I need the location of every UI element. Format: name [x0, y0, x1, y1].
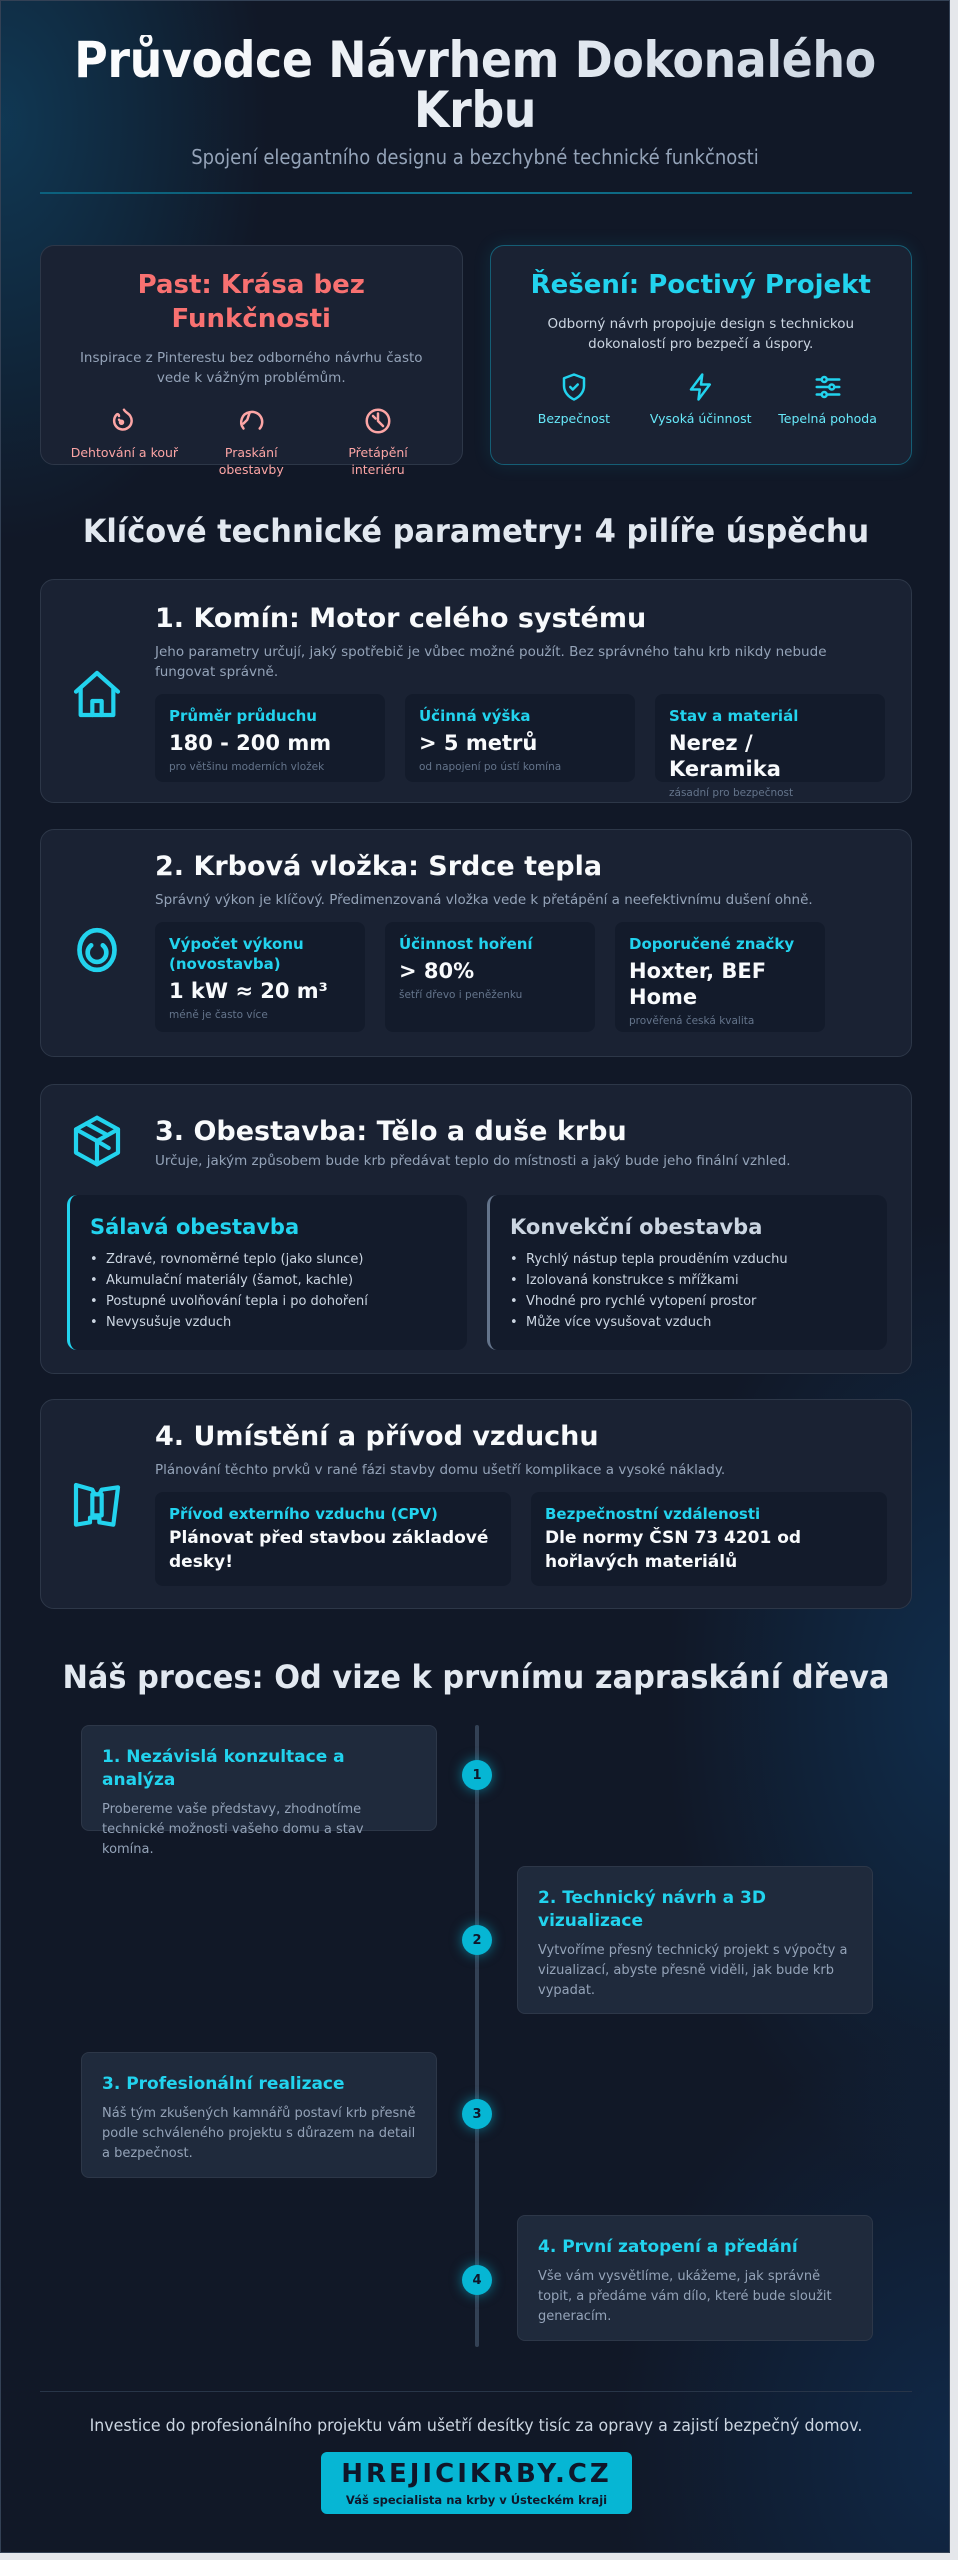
bullet: • Může více vysušovat vzduch	[510, 1312, 867, 1333]
footer-divider	[40, 2391, 912, 2392]
stat-card	[615, 922, 825, 1032]
solution-item	[773, 372, 883, 427]
pillar-desc: Určuje, jakým způsobem bude krb předávat teplo do místnosti a jaký bude jeho finální vzhled.	[155, 1153, 791, 1169]
step-marker: 3	[462, 2099, 492, 2129]
bullet: • Nevysušuje vzduch	[90, 1312, 447, 1333]
pillar-desc: Jeho parametry určují, jaký spotřebič je vůbec možné použít. Bez správného tahu krb nikdy nebude fungovat správně.	[155, 644, 827, 680]
solution-item	[646, 372, 756, 427]
solution-item	[519, 372, 629, 427]
footer-text: Investice do profesionálního projektu vám ušetří desítky tisíc za opravy a zajistí bezpečný domov.	[89, 2416, 863, 2436]
step-title: 4. První zatopení a předání	[538, 2237, 798, 2257]
pillar-title: 3. Obestavba: Tělo a duše krbu	[155, 1116, 627, 1147]
pillar-title: 4. Umístění a přívod vzduchu	[155, 1421, 599, 1452]
pillar-title: 2. Krbová vložka: Srdce tepla	[155, 851, 603, 882]
pillar-chimney	[40, 579, 912, 803]
process-step	[81, 1725, 437, 1857]
header	[1, 1, 949, 169]
type-title: Sálavá obestavba	[90, 1215, 300, 1239]
problem-card	[40, 245, 463, 477]
solution-card	[490, 245, 913, 465]
stat-value: > 5 metrů	[419, 731, 538, 755]
pillar-placement	[40, 1399, 912, 1609]
step-title: 2. Technický návrh a 3D vizualizace	[538, 1888, 766, 1931]
problem-item	[196, 406, 306, 478]
type-title: Konvekční obestavba	[510, 1215, 763, 1239]
stat-card	[155, 1492, 511, 1586]
problem-item	[323, 406, 433, 478]
problem-item	[69, 406, 179, 478]
stat-value: Hoxter, BEF Home	[629, 959, 767, 1009]
page-title: Průvodce Návrhem Dokonalého Krbu	[39, 35, 911, 135]
bullet: • Postupné uvolňování tepla i po dohoření	[90, 1291, 447, 1312]
pillar-insert	[40, 829, 912, 1057]
stat-label: Průměr průduchu	[169, 707, 317, 725]
stat-value: Nerez / Keramika	[669, 731, 781, 781]
stat-note: prověřená česká kvalita	[629, 1015, 755, 1027]
stat-note: od napojení po ústí komína	[419, 761, 562, 773]
solution-text: Odborný návrh propojuje design s technickou dokonalostí pro bezpečí a úspory.	[547, 316, 855, 352]
bullet: • Izolovaná konstrukce s mřížkami	[510, 1270, 867, 1291]
pillars-title: Klíčové technické parametry: 4 pilíře úspěchu	[82, 512, 870, 550]
pillar-title: 1. Komín: Motor celého systému	[155, 603, 647, 634]
stat-label: Přívod externího vzduchu (CPV)	[169, 1505, 438, 1523]
crack-icon	[236, 406, 266, 436]
pillar-cladding	[40, 1084, 912, 1374]
process-step	[517, 1866, 873, 2014]
stat-value: > 80%	[399, 959, 475, 983]
solution-item-label: Bezpečnost	[537, 411, 611, 426]
pillar-desc: Správný výkon je klíčový. Předimenzovaná vložka vede k přetápění a neefektivnímu dušení ohně.	[155, 892, 813, 908]
cta-button[interactable]	[321, 2452, 632, 2514]
step-text: Náš tým zkušených kamnářů postaví krb přesně podle schváleného projektu s důrazem na detail a bezpečnost.	[102, 2106, 416, 2161]
stat-label: Stav a materiál	[669, 707, 799, 725]
step-title: 3. Profesionální realizace	[102, 2074, 345, 2094]
cta-brand: HREJICIKRBY.CZ	[341, 2459, 612, 2489]
stat-label: Účinná výška	[419, 707, 531, 725]
timeline-line	[475, 1725, 479, 2347]
problem-item-label: Přetápění interiéru	[348, 445, 408, 477]
bullet: • Vhodné pro rychlé vytopení prostor	[510, 1291, 867, 1312]
stat-note: méně je často více	[169, 1009, 268, 1021]
bullet: • Zdravé, rovnoměrné teplo (jako slunce)	[90, 1249, 447, 1270]
stat-card	[655, 694, 885, 799]
header-divider	[40, 192, 912, 194]
stat-card	[385, 922, 595, 1032]
step-marker: 4	[462, 2265, 492, 2295]
problem-item-label: Dehtování a kouř	[70, 445, 179, 460]
convection-cladding-card	[487, 1195, 887, 1350]
stat-note: pro většinu moderních vložek	[169, 761, 325, 773]
stat-card	[155, 694, 385, 782]
pillar-desc: Plánování těchto prvků v rané fázi stavby domu ušetří komplikace a vysoké náklady.	[155, 1462, 726, 1478]
stat-value: Dle normy ČSN 73 4201 od hořlavých materiálů	[545, 1528, 802, 1572]
radiant-cladding-card	[67, 1195, 467, 1350]
bullet: • Akumulační materiály (šamot, kachle)	[90, 1270, 447, 1291]
bullet: • Rychlý nástup tepla prouděním vzduchu	[510, 1249, 867, 1270]
floor-plan-icon	[69, 1478, 125, 1534]
step-marker: 2	[462, 1925, 492, 1955]
power-ring-icon	[69, 922, 125, 978]
page-subtitle: Spojení elegantního designu a bezchybné technické funkčnosti	[191, 145, 759, 169]
lightning-icon	[686, 372, 716, 402]
stat-card	[155, 922, 365, 1032]
smoke-icon	[109, 406, 139, 436]
solution-item-label: Vysoká účinnost	[649, 411, 752, 426]
solution-title: Řešení: Poctivý Projekt	[530, 270, 871, 300]
stat-card	[405, 694, 635, 782]
stat-card	[531, 1492, 887, 1586]
box-icon	[69, 1113, 125, 1169]
overheat-clock-icon	[363, 406, 393, 436]
step-text: Vše vám vysvětlíme, ukážeme, jak správně topit, a předáme vám dílo, které bude sloužit generacím.	[538, 2269, 832, 2324]
stat-label: Účinnost hoření	[399, 935, 533, 953]
step-marker: 1	[462, 1760, 492, 1790]
step-text: Vytvoříme přesný technický projekt s výpočty a vizualizací, abyste přesně viděli, jak bude krb vypadat.	[538, 1943, 848, 1998]
step-title: 1. Nezávislá konzultace a analýza	[102, 1747, 345, 1790]
step-text: Probereme vaše představy, zhodnotíme technické možnosti vašeho domu a stav komína.	[102, 1802, 364, 1857]
stat-note: zásadní pro bezpečnost	[669, 787, 794, 799]
sliders-icon	[813, 372, 843, 402]
house-icon	[69, 666, 125, 722]
stat-label: Bezpečnostní vzdálenosti	[545, 1505, 761, 1523]
problem-text: Inspirace z Pinterestu bez odborného návrhu často vede k vážným problémům.	[79, 350, 423, 386]
process-title: Náš proces: Od vize k prvnímu zapraskání dřeva	[62, 1658, 890, 1696]
problem-title: Past: Krása bez Funkčnosti	[137, 270, 365, 334]
cta-tagline: Váš specialista na krby v Ústeckém kraji	[345, 2493, 608, 2507]
shield-check-icon	[559, 372, 589, 402]
stat-value: Plánovat před stavbou základové desky!	[169, 1528, 489, 1572]
stat-value: 180 - 200 mm	[169, 731, 332, 755]
process-step	[517, 2215, 873, 2341]
problem-item-label: Praskání obestavby	[218, 445, 284, 477]
problem-solution-row	[40, 245, 912, 477]
stat-label: Doporučené značky	[629, 935, 795, 953]
stat-value: 1 kW ≈ 20 m³	[169, 979, 328, 1003]
stat-label: Výpočet výkonu (novostavba)	[169, 935, 304, 973]
solution-item-label: Tepelná pohoda	[778, 411, 877, 426]
process-step	[81, 2052, 437, 2178]
stat-note: šetří dřevo i peněženku	[399, 989, 523, 1001]
